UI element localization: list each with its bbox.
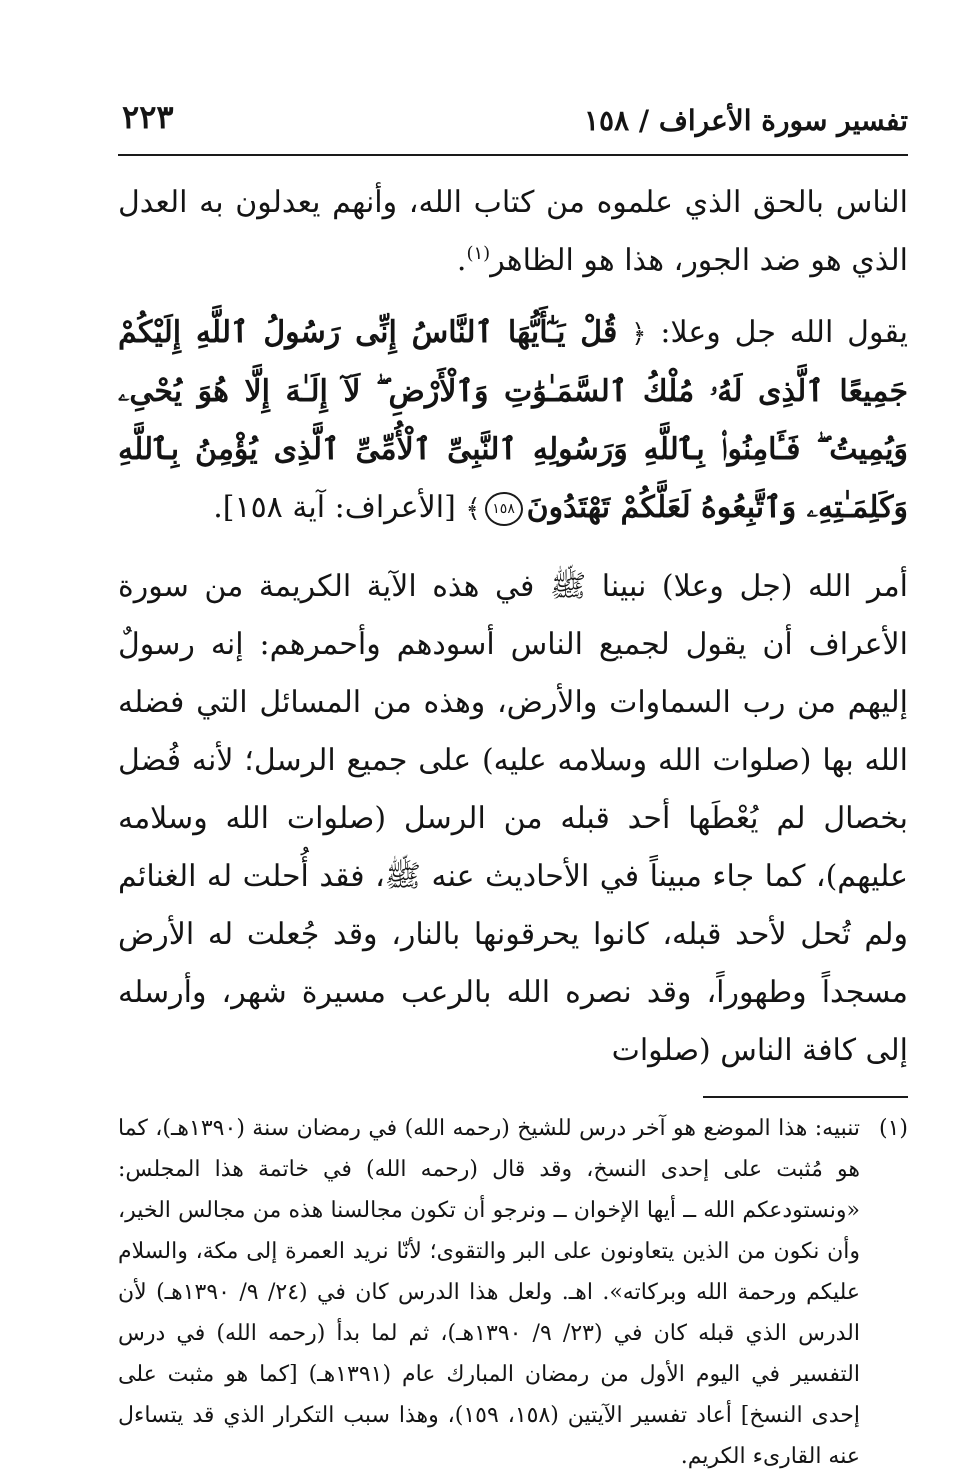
footnote (118, 1108, 908, 1477)
page-header (118, 80, 908, 156)
page-number: ٢٢٣ (122, 98, 174, 136)
quran-verse: قُلْ يَـٰٓأَيُّهَا ٱلنَّاسُ إِنِّى رَسُولُ ٱللَّهِ إِلَيْكُمْ جَمِيعًا ٱلَّذِى لَهُۥ مُلْكُ ٱلسَّمَـٰوَٰتِ وَٱلْأَرْضِ ۖ لَآ إِلَـٰهَ إِلَّا هُوَ يُحْىِۦ وَيُمِيتُ ۖ فَـَٔامِنُوا۟ بِٱللَّهِ وَرَسُولِهِ ٱلنَّبِىِّ ٱلْأُمِّىِّ ٱلَّذِى يُؤْمِنُ بِٱللَّهِ وَكَلِمَـٰتِهِۦ وَٱتَّبِعُوهُ لَعَلَّكُمْ تَهْتَدُونَ (118, 315, 908, 525)
verse-paragraph (118, 304, 908, 538)
verse-open-bracket: ﴿ (631, 319, 647, 349)
footnote-divider (703, 1096, 908, 1098)
book-page (118, 80, 908, 1469)
footnote-reference: (١) (466, 243, 491, 264)
footnote-number: (١) (878, 1116, 908, 1141)
paragraph-3: أمر الله (جل وعلا) نبينا ﷺ في هذه الآية الكريمة من سورة الأعراف أن يقول لجميع الناس أسودهم وأحمرهم: إنه رسولٌ إليهم من رب السماوات والأرض، وهذه من المسائل التي فضله الله بها (صلوات الله وسلامه عليه) على جميع الرسل؛ لأنه فُضل بخصال لم يُعْطَها أحد قبله من الرسل (صلوات الله وسلامه عليهم)، كما جاء مبيناً في الأحاديث عنه ﷺ، فقد أُحلت له الغنائم ولم تُحل لأحد قبله، كانوا يحرقونها بالنار، وقد جُعلت له الأرض مسجداً وطهوراً، وقد نصره الله بالرعب مسيرة شهر، وأرسله إلى كافة الناس (صلوات (118, 569, 908, 1068)
verse-intro: يقول الله جل وعلا: (660, 315, 908, 350)
paragraph-1 (118, 174, 908, 290)
paragraph-1-end: . (456, 243, 467, 278)
verse-reference: [الأعراف: آية ١٥٨]. (213, 490, 456, 525)
running-title: تفسير سورة الأعراف / ١٥٨ (583, 104, 908, 137)
footnote-text: تنبيه: هذا الموضع هو آخر درس للشيخ (رحمه الله) في رمضان سنة (١٣٩٠هـ)، كما هو مُثبت على إحدى النسخ، وقد قال (رحمه الله) في خاتمة هذا المجلس: «ونستودعكم الله ــ أيها الإخوان ــ ونرجو أن تكون مجالسنا هذه من مجالس الخير، وأن نكون من الذين يتعاونون على البر والتقوى؛ لأنّا نريد العمرة إلى مكة، والسلام عليكم ورحمة الله وبركاته». اهـ. ولعل هذا الدرس كان في (٢٤/ ٩/ ١٣٩٠هـ) لأن الدرس الذي قبله كان في (٢٣/ ٩/ ١٣٩٠هـ)، ثم لما بدأ (رحمه الله) في درس التفسير في اليوم الأول من رمضان المبارك عام (١٣٩١هـ) [كما هو مثبت على إحدى النسخ] أعاد تفسير الآيتين (١٥٨، ١٥٩)، وهذا سبب التكرار الذي قد يتساءل عنه القارىء الكريم. (118, 1116, 861, 1469)
ayah-number-marker: ١٥٨ (485, 492, 523, 526)
paragraph-1-text: الناس بالحق الذي علموه من كتاب الله، وأنهم يعدلون به العدل الذي هو ضد الجور، هذا هو الظاهر (118, 185, 908, 278)
verse-close-bracket: ﴾ (465, 494, 481, 524)
